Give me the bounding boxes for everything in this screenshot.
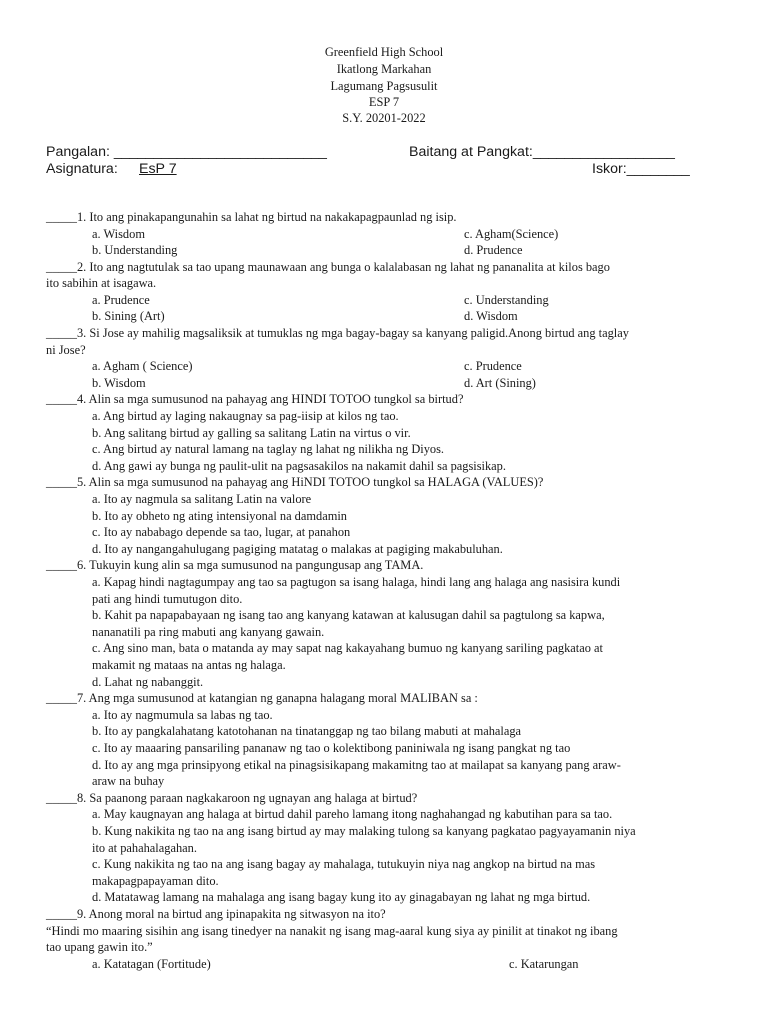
q7-choice-c: c. Ito ay maaaring pansariling pananaw ng tao o kolektibong paniniwala ng isang pangkat ng tao [92,741,571,755]
q1-choice-b: b. Understanding [92,243,178,257]
question-9: _____9. Anong moral na birtud ang ipinapakita ng sitwasyon na ito? [46,907,386,921]
q5-choice-d: d. Ito ay nangangahulugang pagiging matatag o malakas at pagiging makabuluhan. [92,542,503,556]
grade-section-field: Baitang at Pangkat:__________________ [409,144,675,160]
question-2-cont: ito sabihin at isagawa. [46,276,157,290]
q2-choice-d: d. Wisdom [464,309,518,323]
q5-choice-a: a. Ito ay nagmula sa salitang Latin na valore [92,492,312,506]
q9-choice-a: a. Katatagan (Fortitude) [92,957,211,971]
q3-choice-c: c. Prudence [464,359,522,373]
q3-choice-d: d. Art (Sining) [464,376,536,390]
q8-choice-b-cont: ito at pahahalagahan. [92,841,197,855]
q8-choice-b: b. Kung nakikita ng tao na ang isang birtud ay may malaking tulong sa kanyang pagkatao pagyayamanin niya [92,824,636,838]
q5-choice-c: c. Ito ay nababago depende sa tao, lugar, at panahon [92,525,351,539]
q7-choice-d: d. Ito ay ang mga prinsipyong etikal na pinagsisikapang makamitng tao at mailapat sa kanyang pang araw- [92,758,621,772]
q6-choice-b: b. Kahit pa napapabayaan ng isang tao ang kanyang katawan at kalusugan dahil sa pagtulong sa kapwa, [92,608,605,622]
score-field: Iskor:________ [592,161,690,177]
q6-choice-a-cont: pati ang hindi tumutugon dito. [92,592,243,606]
q7-choice-b: b. Ito ay pangkalahatang katotohanan na tinatanggap ng tao bilang mabuti at mahalaga [92,724,522,738]
test-title: Lagumang Pagsusulit [330,79,438,93]
q2-choice-b: b. Sining (Art) [92,309,165,323]
question-7: _____7. Ang mga sumusunod at katangian ng ganapna halagang moral MALIBAN sa : [46,691,478,705]
q6-choice-a: a. Kapag hindi nagtagumpay ang tao sa pagtugon sa isang halaga, hindi lang ang halaga ang nasisira kundi [92,575,621,589]
q1-choice-a: a. Wisdom [92,227,145,241]
q2-choice-a: a. Prudence [92,293,150,307]
q6-choice-c: c. Ang sino man, bata o matanda ay may sapat nag kakayahang bumuo ng kanyang sariling pagkatao at [92,641,603,655]
school-name: Greenfield High School [324,45,444,59]
q4-choice-d: d. Ang gawi ay bunga ng paulit-ulit na pagsasakilos na nakamit dahil sa pagsisikap. [92,459,506,473]
q8-choice-c-cont: makapagpapayaman dito. [92,874,219,888]
q3-choice-b: b. Wisdom [92,376,146,390]
question-2: _____2. Ito ang nagtutulak sa tao upang maunawaan ang bunga o kalalabasan ng lahat ng pananalita at kilos bago [46,260,610,274]
quarter-label: Ikatlong Markahan [336,62,432,76]
subject-title: ESP 7 [368,95,400,109]
school-year: S.Y. 20201-2022 [342,111,426,125]
q4-choice-b: b. Ang salitang birtud ay galling sa salitang Latin na virtus o vir. [92,426,411,440]
q6-choice-d: d. Lahat ng nabanggit. [92,675,204,689]
name-field: Pangalan: ___________________________ [46,144,327,160]
q2-choice-c: c. Understanding [464,293,549,307]
q1-choice-c: c. Agham(Science) [464,227,559,241]
subject-value: EsP 7 [139,161,177,177]
q7-choice-a: a. Ito ay nagmumula sa labas ng tao. [92,708,273,722]
q9-situation: “Hindi mo maaring sisihin ang isang tinedyer na nanakit ng isang mag-aaral kung siya ay pinilit at tinakot ng ibang [46,924,618,938]
question-5: _____5. Alin sa mga sumusunod na pahayag ang HiNDI TOTOO tungkol sa HALAGA (VALUES)? [46,475,544,489]
q3-choice-a: a. Agham ( Science) [92,359,193,373]
question-1: _____1. Ito ang pinakapangunahin sa lahat ng birtud na nakakapagpaunlad ng isip. [46,210,457,224]
q8-choice-d: d. Matatawag lamang na mahalaga ang isang bagay kung ito ay ginagabayan ng lahat ng mga birtud. [92,890,591,904]
subject-label: Asignatura: [46,161,118,177]
q6-choice-b-cont: nananatili pa ring mabuti ang kanyang gawain. [92,625,325,639]
q9-choice-c: c. Katarungan [509,957,579,971]
q9-situation-cont: tao upang gawin ito.” [46,940,153,954]
question-3: _____3. Si Jose ay mahilig magsaliksik at tumuklas ng mga bagay-bagay sa kanyang paligid.Anong birtud ang taglay [46,326,629,340]
q6-choice-c-cont: makamit ng mataas na antas ng halaga. [92,658,286,672]
q7-choice-d-cont: araw na buhay [92,774,165,788]
question-6: _____6. Tukuyin kung alin sa mga sumusunod na pangungusap ang TAMA. [46,558,424,572]
question-8: _____8. Sa paanong paraan nagkakaroon ng ugnayan ang halaga at birtud? [46,791,418,805]
question-3-cont: ni Jose? [46,343,86,357]
q8-choice-c: c. Kung nakikita ng tao na ang isang bagay ay mahalaga, tutukuyin niya nag angkop na birtud na mas [92,857,596,871]
q4-choice-a: a. Ang birtud ay laging nakaugnay sa pag-iisip at kilos ng tao. [92,409,399,423]
q4-choice-c: c. Ang birtud ay natural lamang na taglay ng lahat ng nilikha ng Diyos. [92,442,445,456]
question-4: _____4. Alin sa mga sumusunod na pahayag ang HINDI TOTOO tungkol sa birtud? [46,392,464,406]
q5-choice-b: b. Ito ay obheto ng ating intensiyonal na damdamin [92,509,347,523]
q8-choice-a: a. May kaugnayan ang halaga at birtud dahil pareho lamang itong naghahangad ng kabutihan para sa tao. [92,807,613,821]
q1-choice-d: d. Prudence [464,243,523,257]
